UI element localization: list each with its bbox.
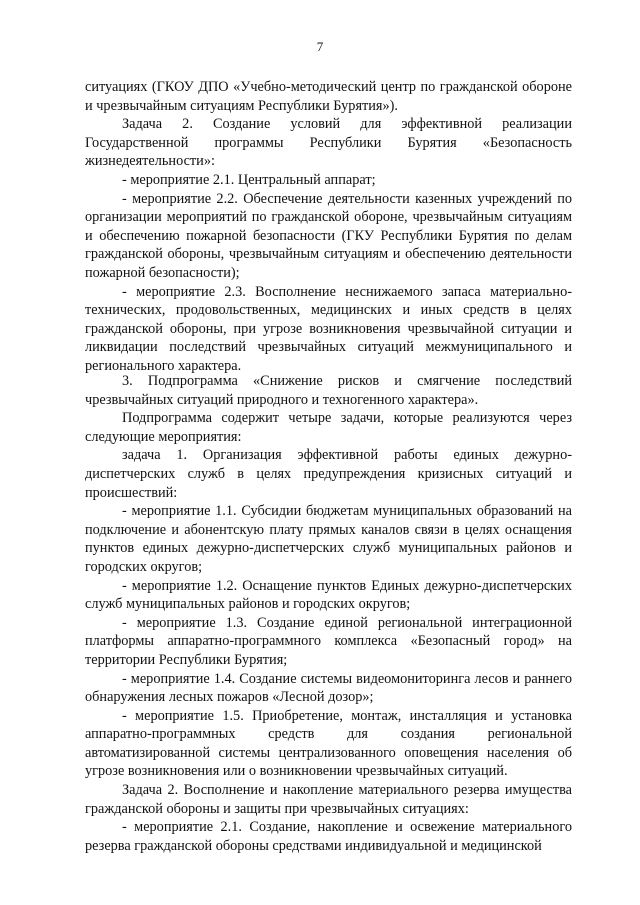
list-item: - мероприятие 1.3. Создание единой региональной интеграционной платформы аппаратно-программного комплекса «Безопасный город» на территории Республики Бурятия; xyxy=(85,614,572,668)
paragraph: задача 1. Организация эффективной работы единых дежурно-диспетчерских служб в целях предупреждения кризисных ситуаций и происшествий: xyxy=(85,447,572,501)
list-item: - мероприятие 1.5. Приобретение, монтаж, инсталляция и установка аппаратно-программных средств для создания региональной автоматизированной системы централизованного оповещения населения об угрозе возникновения или о возникновении чрезвычайных ситуаций. xyxy=(85,707,572,780)
list-item: - мероприятие 2.3. Восполнение неснижаемого запаса материально-технических, продовольственных, медицинских и иных средств в целях гражданской обороны, при угрозе возникновения чрезвычайной ситуации и ликвидации последствий чрезвычайных ситуаций межмуниципального и регионального характера. xyxy=(85,283,572,374)
page-number: 7 xyxy=(316,39,324,54)
list-item: - мероприятие 1.1. Субсидии бюджетам муниципальных образований на подключение и абонентскую плату прямых каналов связи в целях оснащения пунктов единых дежурно-диспетчерских служб муниципальных районов и городских округов; xyxy=(85,503,572,575)
list-item: - мероприятие 2.1. Создание, накопление и освежение материального резерва гражданской обороны средствами индивидуальной и медицинской xyxy=(85,819,572,854)
list-item: - мероприятие 1.2. Оснащение пунктов Единых дежурно-диспетчерских служб муниципальных районов и городских округов; xyxy=(85,577,572,613)
list-item: - мероприятие 2.2. Обеспечение деятельности казенных учреждений по организации мероприятий по гражданской обороне, чрезвычайным ситуациям и обеспечению пожарной безопасности (ГКУ Республики Бурятия по делам гражданской обороны, чрезвычайным ситуациям и обеспечению деятельности пожарной безопасности); xyxy=(85,190,572,281)
section-subprogram-3 xyxy=(85,372,572,855)
paragraph: Задача 2. Восполнение и накопление материального резерва имущества гражданской обороны и защиты при чрезвычайных ситуациях: xyxy=(85,782,572,817)
list-item: - мероприятие 1.4. Создание системы видеомониторинга лесов и раннего обнаружения лесных пожаров «Лесной дозор»; xyxy=(85,670,572,706)
list-item: - мероприятие 2.1. Центральный аппарат; xyxy=(122,171,376,188)
paragraph: Задача 2. Создание условий для эффективной реализации Государственной программы Республики Бурятия «Безопасность жизнедеятельности»: xyxy=(85,116,572,170)
paragraph: ситуациях (ГКОУ ДПО «Учебно-методический центр по гражданской обороне и чрезвычайным ситуациям Республики Бурятия»). xyxy=(85,79,572,114)
section-organization-tasks xyxy=(85,78,572,376)
section-heading: 3. Подпрограмма «Снижение рисков и смягчение последствий чрезвычайных ситуаций природного и техногенного характера». xyxy=(85,373,572,408)
paragraph: Подпрограмма содержит четыре задачи, которые реализуются через следующие мероприятия: xyxy=(85,410,572,445)
